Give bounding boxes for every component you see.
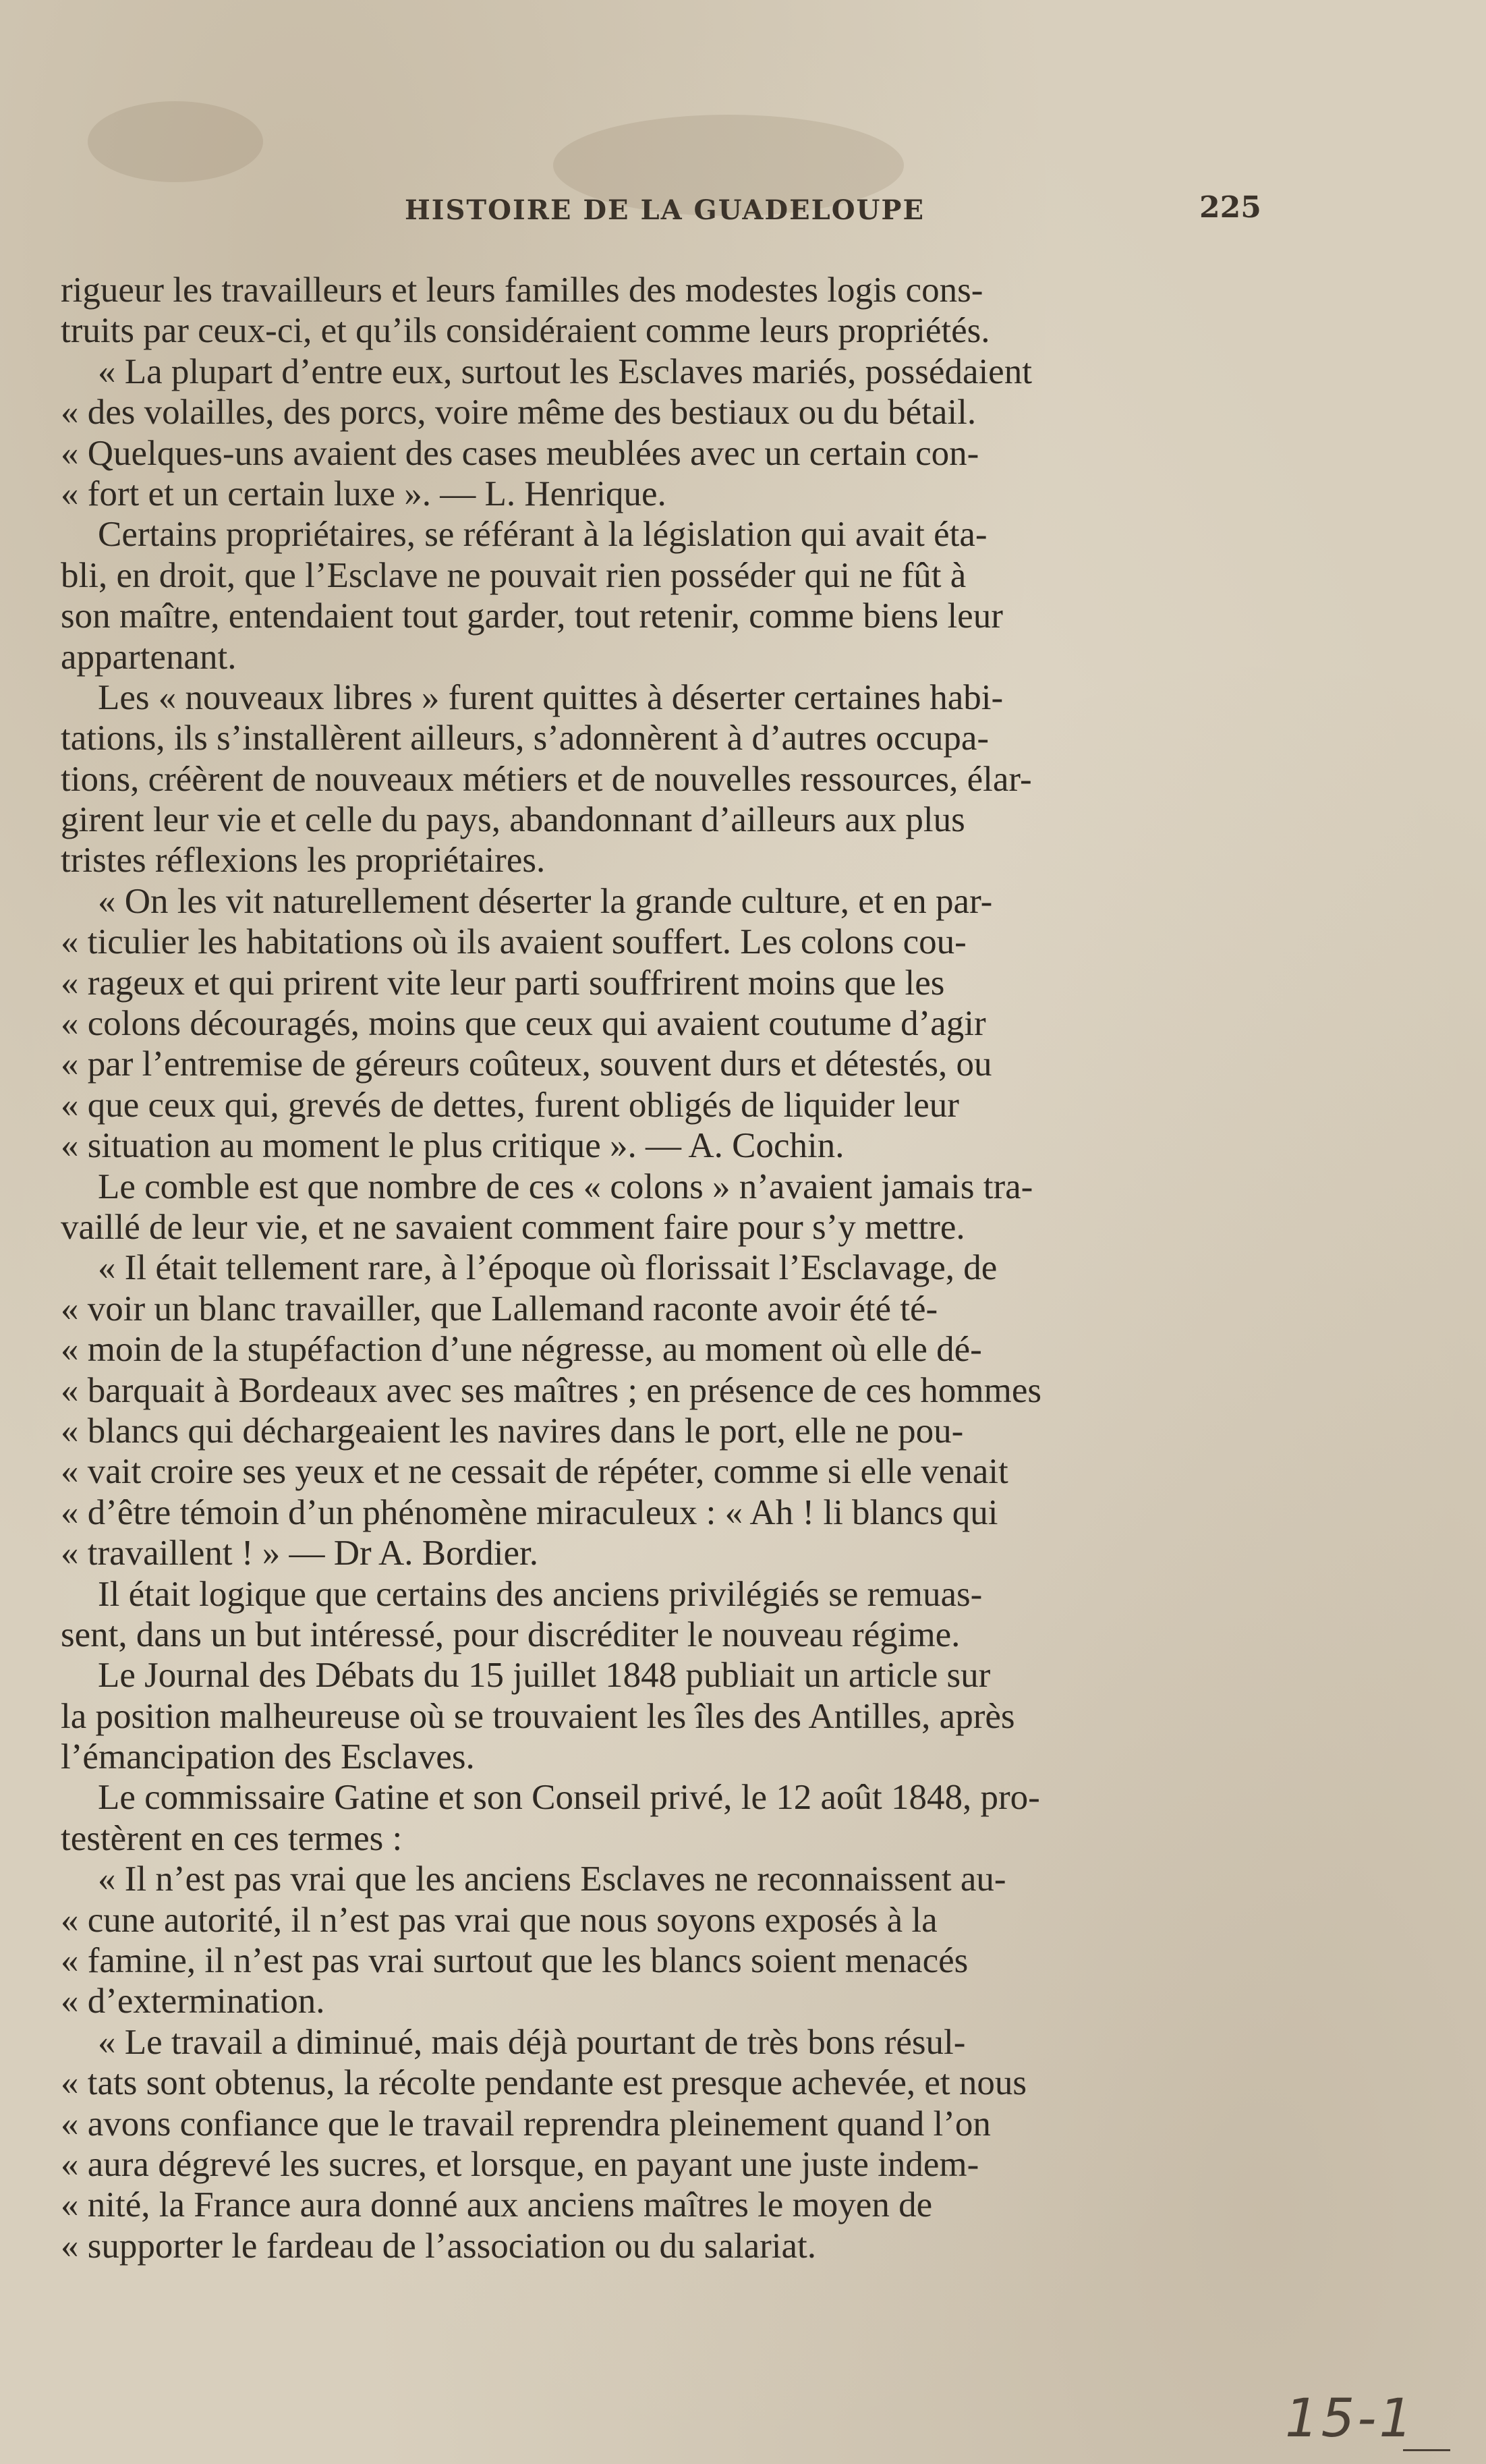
text-line: « Il était tellement rare, à l’époque où florissait l’Esclavage, de: [98, 1248, 998, 1288]
text-line: testèrent en ces termes :: [61, 1818, 403, 1858]
text-line: Certains propriétaires, se référant à la législation qui avait éta-: [98, 515, 988, 555]
text-line: « des volailles, des porcs, voire même des bestiaux ou du bétail.: [61, 393, 977, 432]
text-line: tristes réflexions les propriétaires.: [61, 841, 546, 880]
text-line: appartenant.: [61, 637, 237, 677]
text-line: « travaillent ! » — Dr A. Bordier.: [61, 1534, 538, 1573]
text-line: « blancs qui déchargeaient les navires dans le port, elle ne pou-: [61, 1411, 964, 1451]
text-line: « La plupart d’entre eux, surtout les Esclaves mariés, possédaient: [98, 352, 1032, 391]
body-text: [61, 270, 1261, 2266]
text-line: « avons confiance que le travail reprendra pleinement quand l’on: [61, 2104, 991, 2144]
text-line: « d’être témoin d’un phénomène miraculeux : « Ah ! li blancs qui: [61, 1492, 998, 1532]
text-line: vaillé de leur vie, et ne savaient comment faire pour s’y mettre.: [61, 1207, 965, 1247]
text-line: « aura dégrevé les sucres, et lorsque, en payant une juste indem-: [61, 2144, 979, 2184]
text-line: « barquait à Bordeaux avec ses maîtres ; en présence de ces hommes: [61, 1370, 1041, 1410]
text-line: « nité, la France aura donné aux anciens maîtres le moyen de: [61, 2185, 933, 2225]
text-line: « cune autorité, il n’est pas vrai que nous soyons exposés à la: [61, 1900, 938, 1940]
text-line: « Il n’est pas vrai que les anciens Esclaves ne reconnaissent au-: [98, 1859, 1006, 1899]
text-line: « famine, il n’est pas vrai surtout que les blancs soient menacés: [61, 1941, 969, 1981]
text-line: Le Journal des Débats du 15 juillet 1848 publiait un article sur: [98, 1656, 991, 1696]
text-line: l’émancipation des Esclaves.: [61, 1737, 475, 1777]
text-line: « supporter le fardeau de l’association ou du salariat.: [61, 2226, 816, 2266]
handwritten-margin-note: 15-1: [1285, 2388, 1416, 2449]
text-line: « voir un blanc travailler, que Lallemand raconte avoir été té-: [61, 1289, 938, 1328]
text-line: tions, créèrent de nouveaux métiers et de nouvelles ressources, élar-: [61, 759, 1032, 799]
text-line: « colons découragés, moins que ceux qui avaient coutume d’agir: [61, 1004, 986, 1044]
text-line: truits par ceux-ci, et qu’ils considéraient comme leurs propriétés.: [61, 311, 990, 351]
text-line: sent, dans un but intéressé, pour discréditer le nouveau régime.: [61, 1615, 961, 1654]
text-line: « fort et un certain luxe ». — L. Henrique.: [61, 474, 666, 513]
text-line: « que ceux qui, grevés de dettes, furent obligés de liquider leur: [61, 1085, 959, 1125]
text-line: son maître, entendaient tout garder, tout retenir, comme biens leur: [61, 596, 1003, 636]
text-line: bli, en droit, que l’Esclave ne pouvait rien posséder qui ne fût à: [61, 555, 967, 595]
text-line: « tats sont obtenus, la récolte pendante est presque achevée, et nous: [61, 2063, 1027, 2103]
text-line: Les « nouveaux libres » furent quittes à déserter certaines habi-: [98, 677, 1004, 717]
text-line: « par l’entremise de géreurs coûteux, souvent durs et détestés, ou: [61, 1044, 992, 1084]
text-line: tations, ils s’installèrent ailleurs, s’adonnèrent à d’autres occupa-: [61, 719, 990, 758]
text-line: la position malheureuse où se trouvaient les îles des Antilles, après: [61, 1696, 1015, 1736]
handwritten-underline: [1403, 2449, 1450, 2451]
text-line: « moin de la stupéfaction d’une négresse, au moment où elle dé-: [61, 1330, 982, 1370]
text-line: rigueur les travailleurs et leurs familles des modestes logis cons-: [61, 271, 983, 310]
text-line: girent leur vie et celle du pays, abandonnant d’ailleurs aux plus: [61, 800, 965, 840]
text-line: « situation au moment le plus critique ». — A. Cochin.: [61, 1126, 845, 1166]
text-line: « vait croire ses yeux et ne cessait de répéter, comme si elle venait: [61, 1452, 1008, 1492]
text-line: « On les vit naturellement déserter la grande culture, et en par-: [98, 881, 993, 921]
page-number: 225: [1199, 190, 1261, 225]
running-head: HISTOIRE DE LA GUADELOUPE: [405, 194, 925, 226]
paper-stain: [88, 101, 263, 182]
text-line: « ticulier les habitations où ils avaient souffert. Les colons cou-: [61, 922, 967, 962]
text-line: Le comble est que nombre de ces « colons » n’avaient jamais tra-: [98, 1167, 1033, 1206]
text-line: « Quelques-uns avaient des cases meublées avec un certain con-: [61, 433, 979, 473]
text-line: « d’extermination.: [61, 1982, 325, 2021]
text-line: « Le travail a diminué, mais déjà pourtant de très bons résul-: [98, 2022, 966, 2062]
text-line: Il était logique que certains des anciens privilégiés se remuas-: [98, 1574, 983, 1614]
text-line: « rageux et qui prirent vite leur parti souffrirent moins que les: [61, 963, 945, 1003]
text-line: Le commissaire Gatine et son Conseil privé, le 12 août 1848, pro-: [98, 1778, 1040, 1818]
